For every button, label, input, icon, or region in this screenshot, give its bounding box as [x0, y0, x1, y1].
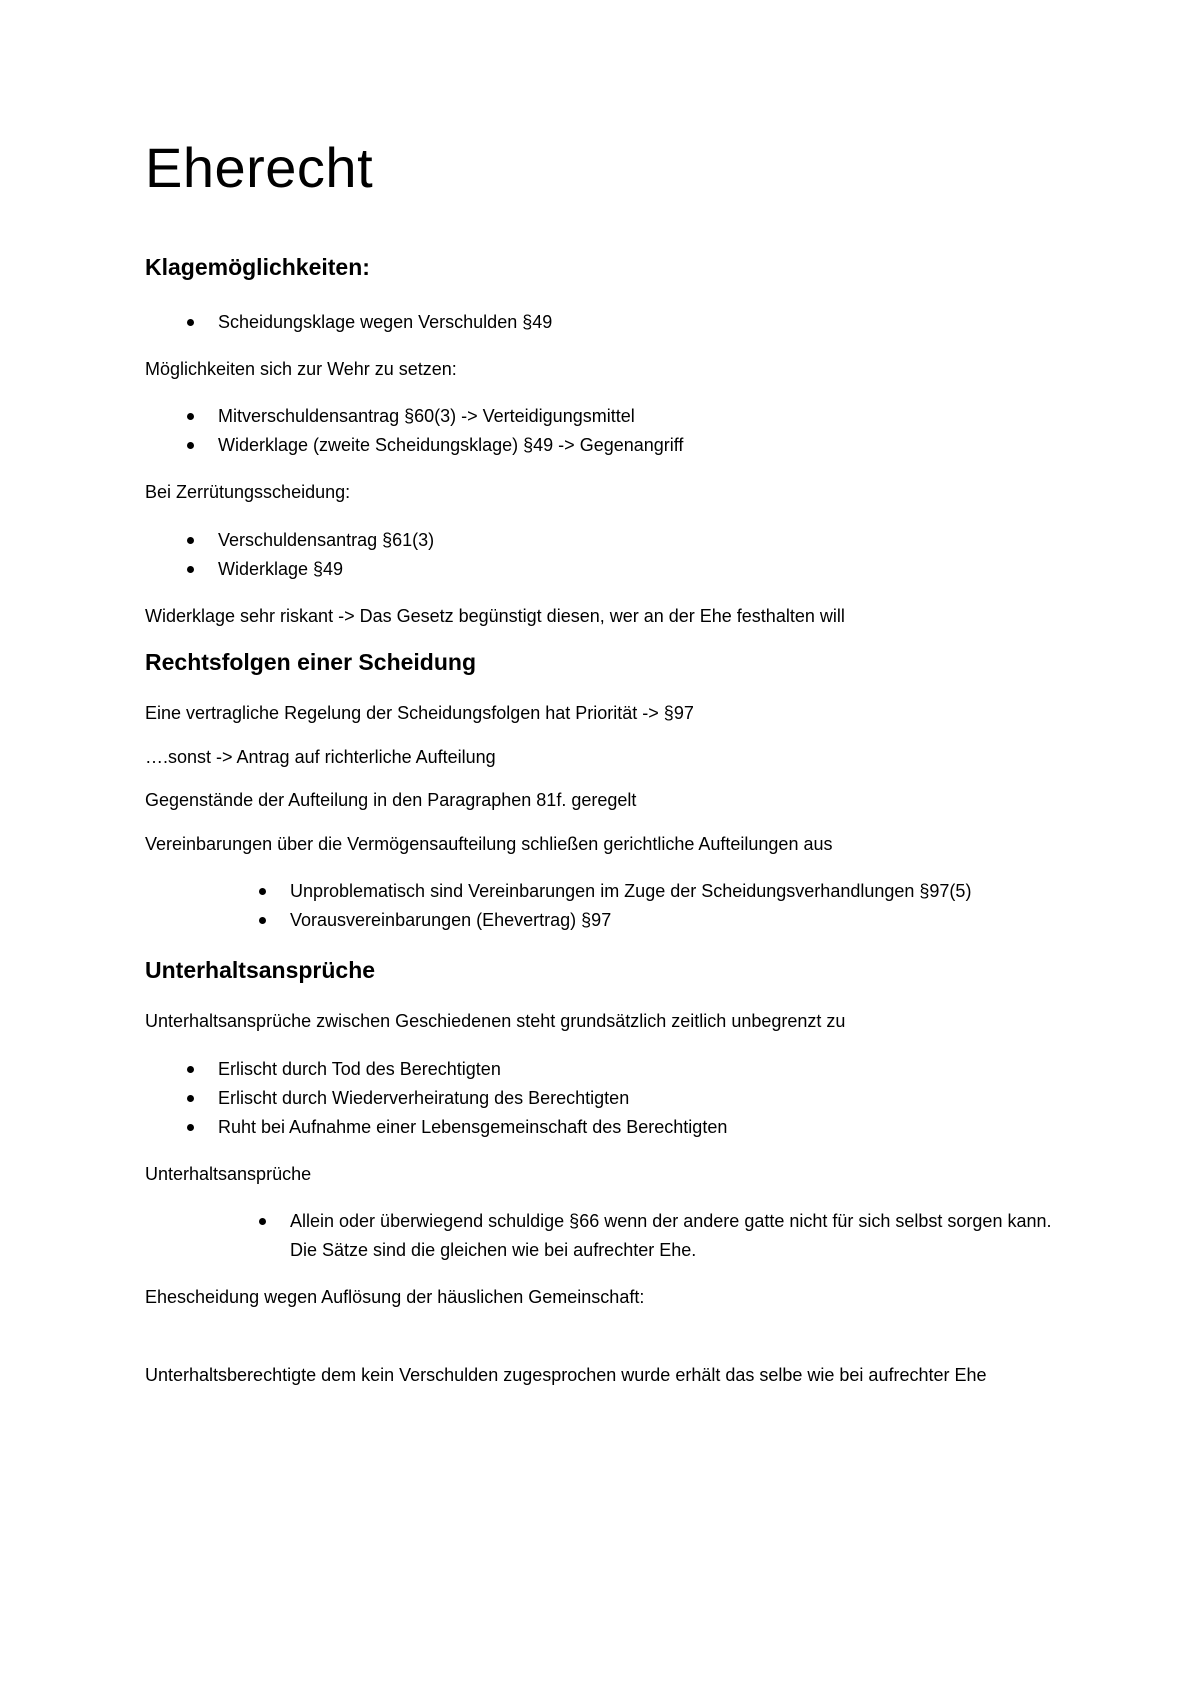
list-item: Vorausvereinbarungen (Ehevertrag) §97	[145, 906, 1075, 935]
paragraph: Ehescheidung wegen Auflösung der häuslichen Gemeinschaft:	[145, 1287, 645, 1308]
bullet-icon	[187, 319, 194, 326]
bullet-icon	[187, 537, 194, 544]
bullet-list	[145, 402, 1075, 460]
section-heading-unterhaltsansprueche: Unterhaltsansprüche	[145, 957, 376, 984]
list-item: Ruht bei Aufnahme einer Lebensgemeinschaft des Berechtigten	[145, 1113, 1075, 1142]
bullet-icon	[259, 917, 266, 924]
list-item: Mitverschuldensantrag §60(3) -> Verteidigungsmittel	[145, 402, 1075, 431]
paragraph: Widerklage sehr riskant -> Das Gesetz begünstigt diesen, wer an der Ehe festhalten will	[145, 605, 845, 626]
paragraph: ….sonst -> Antrag auf richterliche Aufteilung	[145, 746, 496, 767]
list-item: Verschuldensantrag §61(3)	[145, 526, 1075, 555]
bullet-icon	[187, 442, 194, 449]
bullet-icon	[259, 1218, 266, 1225]
document-title: Eherecht	[145, 136, 374, 199]
section-heading-klagemoeglichkeiten: Klagemöglichkeiten:	[145, 254, 370, 280]
paragraph: Unterhaltsberechtigte dem kein Verschulden zugesprochen wurde erhält das selbe wie bei aufrechter Ehe	[145, 1364, 987, 1385]
paragraph: Vereinbarungen über die Vermögensaufteilung schließen gerichtliche Aufteilungen aus	[145, 833, 833, 854]
bullet-icon	[187, 1066, 194, 1073]
document-body	[145, 136, 1075, 1412]
paragraph: Gegenstände der Aufteilung in den Paragraphen 81f. geregelt	[145, 790, 637, 811]
paragraph: Unterhaltsansprüche	[145, 1163, 312, 1184]
bullet-icon	[187, 1124, 194, 1131]
bullet-icon	[187, 566, 194, 573]
paragraph: Unterhaltsansprüche zwischen Geschiedenen steht grundsätzlich zeitlich unbegrenzt zu	[145, 1010, 846, 1031]
bullet-icon	[187, 413, 194, 420]
list-item: Widerklage §49	[145, 555, 1075, 584]
bullet-list	[145, 1055, 1075, 1142]
list-item: Widerklage (zweite Scheidungsklage) §49 -> Gegenangriff	[145, 431, 1075, 460]
section-heading-rechtsfolgen: Rechtsfolgen einer Scheidung	[145, 649, 476, 676]
paragraph: Bei Zerrütungsscheidung:	[145, 482, 351, 503]
bullet-list	[145, 526, 1075, 584]
list-item: Erlischt durch Wiederverheiratung des Berechtigten	[145, 1084, 1075, 1113]
paragraph: Möglichkeiten sich zur Wehr zu setzen:	[145, 358, 457, 379]
bullet-icon	[187, 1095, 194, 1102]
bullet-list-indented	[145, 1207, 1075, 1265]
list-item: Unproblematisch sind Vereinbarungen im Zuge der Scheidungsverhandlungen §97(5)	[145, 877, 1075, 906]
list-item: Scheidungsklage wegen Verschulden §49	[145, 308, 1075, 337]
bullet-list-indented	[145, 877, 1075, 935]
list-item: Allein oder überwiegend schuldige §66 wenn der andere gatte nicht für sich selbst sorgen kann. Die Sätze sind die gleichen wie bei aufrechter Ehe.	[145, 1207, 1075, 1265]
list-item: Erlischt durch Tod des Berechtigten	[145, 1055, 1075, 1084]
spacer	[145, 1331, 1075, 1361]
bullet-list	[145, 308, 1075, 337]
bullet-icon	[259, 888, 266, 895]
paragraph: Eine vertragliche Regelung der Scheidungsfolgen hat Priorität -> §97	[145, 702, 694, 723]
